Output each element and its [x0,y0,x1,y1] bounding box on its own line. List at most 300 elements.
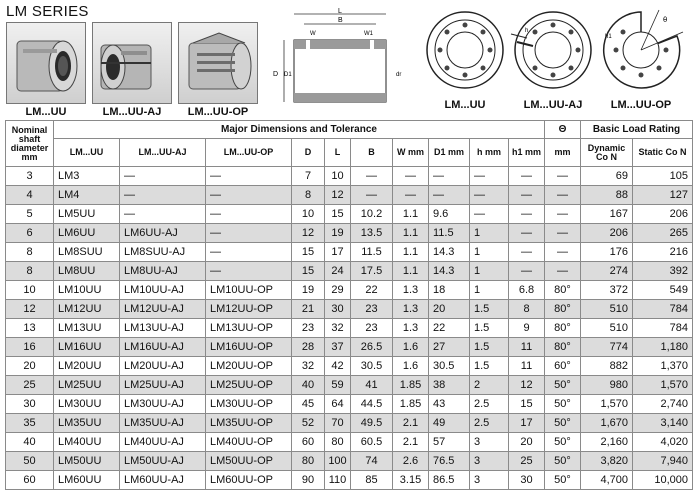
cell-b: 13.5 [351,224,393,243]
cell-dyn: 69 [581,167,633,186]
cell-aj: — [120,186,206,205]
cell-w: 3.15 [393,471,429,490]
cell-sta: 7,940 [633,452,693,471]
cell-aj: LM8SUU-AJ [120,243,206,262]
cell-aj: — [120,205,206,224]
cell-dyn: 4,700 [581,471,633,490]
cell-h: 1 [470,243,509,262]
cell-d1: — [429,186,470,205]
cell-b: 30.5 [351,357,393,376]
cell-d: 20 [6,357,54,376]
cell-h1: 12 [509,376,545,395]
cell-l: 29 [325,281,351,300]
cell-d: 4 [6,186,54,205]
end-view-uu-op [599,8,683,92]
cell-d: 10 [6,281,54,300]
table-row [6,262,693,281]
cell-sta: 1,570 [633,376,693,395]
cell-uu: LM10UU [54,281,120,300]
cell-b: 41 [351,376,393,395]
cell-l: 70 [325,414,351,433]
cell-w: — [393,167,429,186]
cell-d: 32 [292,357,325,376]
cell-aj: LM25UU-AJ [120,376,206,395]
cell-h: 1.5 [470,319,509,338]
cell-b: 44.5 [351,395,393,414]
cell-h1: 25 [509,452,545,471]
cell-h: 3 [470,471,509,490]
cell-uu: LM12UU [54,300,120,319]
cell-sta: 4,020 [633,433,693,452]
cell-uu: LM40UU [54,433,120,452]
cell-b: — [351,186,393,205]
cell-h: 3 [470,433,509,452]
cell-uu: LM16UU [54,338,120,357]
cell-l: 19 [325,224,351,243]
cell-op: LM25UU-OP [206,376,292,395]
cell-aj: LM30UU-AJ [120,395,206,414]
cell-d: 10 [292,205,325,224]
cell-theta: — [545,224,581,243]
table-body [6,167,693,490]
cell-h1: 8 [509,300,545,319]
cell-aj: LM35UU-AJ [120,414,206,433]
table-row [6,452,693,471]
table-row [6,243,693,262]
dim-d1-label: D1 [284,72,292,78]
cell-sta: 127 [633,186,693,205]
cell-h: — [470,205,509,224]
cell-theta: 50° [545,433,581,452]
cell-b: 11.5 [351,243,393,262]
series-title: LM SERIES [6,3,89,20]
cell-w: 1.1 [393,243,429,262]
cell-sta: 216 [633,243,693,262]
photo-label-uu-aj: LM...UU-AJ [102,106,162,118]
cell-dyn: 510 [581,319,633,338]
cell-theta: — [545,243,581,262]
header-load: Basic Load Rating [581,121,693,139]
cell-op: LM20UU-OP [206,357,292,376]
table-row [6,395,693,414]
cell-w: 2.6 [393,452,429,471]
cell-aj: LM13UU-AJ [120,319,206,338]
cell-h1: 20 [509,433,545,452]
cell-w: 1.3 [393,281,429,300]
cell-theta: 80° [545,281,581,300]
cell-aj: LM10UU-AJ [120,281,206,300]
table-row [6,471,693,490]
bearing-uu-op-image [179,23,259,105]
cell-d: 40 [6,433,54,452]
cell-d: 45 [292,395,325,414]
header-aj: LM...UU-AJ [120,139,206,167]
photo-lm-uu-op [178,22,258,104]
cell-aj: LM60UU-AJ [120,471,206,490]
cell-d: 50 [6,452,54,471]
table-row [6,338,693,357]
cell-op: LM40UU-OP [206,433,292,452]
cell-uu: LM8SUU [54,243,120,262]
cell-w: 1.3 [393,319,429,338]
cell-sta: 784 [633,300,693,319]
cell-op: LM35UU-OP [206,414,292,433]
cell-d: 40 [292,376,325,395]
cell-d1: 49 [429,414,470,433]
cell-b: 49.5 [351,414,393,433]
header-d: D [292,139,325,167]
cell-uu: LM60UU [54,471,120,490]
photo-label-uu: LM...UU [25,106,67,118]
header-mm: mm [545,139,581,167]
side-section-drawing [270,6,410,114]
header-op: LM...UU-OP [206,139,292,167]
header-theta: Θ [545,121,581,139]
header-h1: h1 mm [509,139,545,167]
cell-uu: LM30UU [54,395,120,414]
dim-dr-label: dr [396,72,402,78]
cell-d1: 43 [429,395,470,414]
cell-d: 15 [292,262,325,281]
header-d1: D1 mm [429,139,470,167]
cell-h: — [470,167,509,186]
header-b: B [351,139,393,167]
cell-d: 35 [6,414,54,433]
cell-w: 2.1 [393,414,429,433]
cell-d1: 14.3 [429,243,470,262]
cell-w: — [393,186,429,205]
cell-b: — [351,167,393,186]
cell-d: 52 [292,414,325,433]
cell-theta: 80° [545,338,581,357]
photo-label-uu-op: LM...UU-OP [187,106,249,118]
header-static: Static Co N [633,139,693,167]
cell-theta: — [545,262,581,281]
table-row [6,224,693,243]
cell-dyn: 1,670 [581,414,633,433]
cell-d1: 86.5 [429,471,470,490]
cell-l: 42 [325,357,351,376]
cell-op: — [206,224,292,243]
cell-d1: 27 [429,338,470,357]
aj-h-label: h [525,28,529,34]
cell-aj: LM6UU-AJ [120,224,206,243]
cell-d: 16 [6,338,54,357]
cell-d: 8 [292,186,325,205]
cell-uu: LM25UU [54,376,120,395]
cell-h1: — [509,167,545,186]
bearing-uu-aj-image [93,23,173,105]
cell-w: 1.85 [393,395,429,414]
dim-d-label: D [273,71,279,78]
cell-d1: 57 [429,433,470,452]
cell-d: 5 [6,205,54,224]
cell-b: 26.5 [351,338,393,357]
cell-dyn: 3,820 [581,452,633,471]
cell-b: 23 [351,300,393,319]
cell-h: 1.5 [470,357,509,376]
cell-d: 80 [292,452,325,471]
cell-b: 17.5 [351,262,393,281]
cell-d1: 20 [429,300,470,319]
cell-w: 2.1 [393,433,429,452]
cell-dyn: 1,570 [581,395,633,414]
cell-uu: LM20UU [54,357,120,376]
cell-b: 22 [351,281,393,300]
cell-d: 30 [6,395,54,414]
cell-h: — [470,186,509,205]
cell-d: 25 [6,376,54,395]
cell-op: LM12UU-OP [206,300,292,319]
cell-l: 12 [325,186,351,205]
cell-w: 1.6 [393,338,429,357]
cell-d: 8 [6,243,54,262]
cell-d: 23 [292,319,325,338]
cell-op: LM13UU-OP [206,319,292,338]
dim-l-label: L [338,8,342,15]
cell-d: 15 [292,243,325,262]
cell-theta: 60° [545,357,581,376]
cell-h1: 6.8 [509,281,545,300]
cell-d: 13 [6,319,54,338]
cell-l: 30 [325,300,351,319]
cell-b: 23 [351,319,393,338]
photo-lm-uu-aj [92,22,172,104]
cell-dyn: 510 [581,300,633,319]
cell-h1: 30 [509,471,545,490]
cell-d: 3 [6,167,54,186]
cell-op: — [206,243,292,262]
cell-sta: 3,140 [633,414,693,433]
cell-l: 17 [325,243,351,262]
cell-dyn: 980 [581,376,633,395]
end-view-uu [423,8,507,92]
cell-l: 32 [325,319,351,338]
cell-dyn: 176 [581,243,633,262]
cell-h: 1.5 [470,338,509,357]
cell-d1: 76.5 [429,452,470,471]
cell-theta: 50° [545,376,581,395]
cell-w: 1.85 [393,376,429,395]
cell-h1: — [509,243,545,262]
cell-aj: LM40UU-AJ [120,433,206,452]
cell-b: 60.5 [351,433,393,452]
cell-sta: 549 [633,281,693,300]
table-row [6,357,693,376]
cell-h: 2 [470,376,509,395]
cell-h: 2.5 [470,414,509,433]
cell-w: 1.1 [393,205,429,224]
cell-d1: 18 [429,281,470,300]
cell-b: 74 [351,452,393,471]
header-l: L [325,139,351,167]
cell-h: 1.5 [470,300,509,319]
table-row [6,281,693,300]
cell-l: 37 [325,338,351,357]
cell-l: 24 [325,262,351,281]
cell-aj: LM8UU-AJ [120,262,206,281]
header-uu: LM...UU [54,139,120,167]
cell-d: 60 [292,433,325,452]
cell-uu: LM3 [54,167,120,186]
table-row [6,319,693,338]
cell-op: LM30UU-OP [206,395,292,414]
cell-dyn: 274 [581,262,633,281]
photo-lm-uu [6,22,86,104]
table-row [6,167,693,186]
table-row [6,300,693,319]
cell-aj: — [120,167,206,186]
header-w: W mm [393,139,429,167]
cell-l: 59 [325,376,351,395]
cell-h1: 9 [509,319,545,338]
cell-theta: — [545,205,581,224]
cell-w: 1.1 [393,262,429,281]
cell-h: 3 [470,452,509,471]
end-view-label-uu: LM...UU [444,99,486,111]
dim-w-label: W [310,31,316,37]
cell-d1: 38 [429,376,470,395]
cell-aj: LM16UU-AJ [120,338,206,357]
cell-uu: LM13UU [54,319,120,338]
cell-op: LM50UU-OP [206,452,292,471]
header-h: h mm [470,139,509,167]
cell-dyn: 372 [581,281,633,300]
cell-dyn: 88 [581,186,633,205]
cell-h: 2.5 [470,395,509,414]
cell-d: 7 [292,167,325,186]
cell-d1: 22 [429,319,470,338]
cell-op: LM10UU-OP [206,281,292,300]
cell-theta: 80° [545,319,581,338]
cell-dyn: 774 [581,338,633,357]
cell-h1: 15 [509,395,545,414]
cell-op: — [206,186,292,205]
end-view-label-uu-aj: LM...UU-AJ [523,99,583,111]
cell-b: 85 [351,471,393,490]
cell-d: 12 [292,224,325,243]
cell-d1: 30.5 [429,357,470,376]
op-theta-label: θ [663,16,668,24]
dim-b-label: B [338,17,343,24]
cell-d: 8 [6,262,54,281]
cell-d1: 11.5 [429,224,470,243]
cell-sta: 784 [633,319,693,338]
cell-dyn: 2,160 [581,433,633,452]
cell-h1: — [509,262,545,281]
cell-op: — [206,262,292,281]
cell-theta: 50° [545,471,581,490]
cell-d1: 9.6 [429,205,470,224]
cell-theta: — [545,186,581,205]
cell-d: 90 [292,471,325,490]
cell-d: 28 [292,338,325,357]
cell-d: 21 [292,300,325,319]
header-nominal: Nominal shaft diameter mm [6,121,54,167]
cell-b: 10.2 [351,205,393,224]
cell-aj: LM20UU-AJ [120,357,206,376]
cell-l: 15 [325,205,351,224]
cell-theta: 50° [545,395,581,414]
cell-uu: LM4 [54,186,120,205]
cell-h1: 11 [509,338,545,357]
cell-theta: 80° [545,300,581,319]
cell-theta: 50° [545,452,581,471]
cell-d: 6 [6,224,54,243]
cell-sta: 206 [633,205,693,224]
cell-dyn: 882 [581,357,633,376]
cell-sta: 2,740 [633,395,693,414]
cell-h: 1 [470,281,509,300]
cell-l: 10 [325,167,351,186]
cell-sta: 392 [633,262,693,281]
cell-w: 1.3 [393,300,429,319]
cell-l: 64 [325,395,351,414]
specification-table [5,120,693,490]
cell-uu: LM5UU [54,205,120,224]
cell-sta: 265 [633,224,693,243]
cell-h1: — [509,186,545,205]
cell-w: 1.1 [393,224,429,243]
cell-uu: LM8UU [54,262,120,281]
cell-d: 19 [292,281,325,300]
cell-aj: LM50UU-AJ [120,452,206,471]
end-view-label-uu-op: LM...UU-OP [610,99,672,111]
cell-sta: 1,370 [633,357,693,376]
dim-w1-label: W1 [364,31,373,37]
table-row [6,414,693,433]
cell-h1: — [509,224,545,243]
cell-sta: 105 [633,167,693,186]
cell-h: 1 [470,262,509,281]
cell-sta: 10,000 [633,471,693,490]
cell-d1: — [429,167,470,186]
cell-h1: 17 [509,414,545,433]
table-row [6,186,693,205]
cell-h: 1 [470,224,509,243]
cell-w: 1.6 [393,357,429,376]
cell-op: — [206,167,292,186]
cell-theta: 50° [545,414,581,433]
cell-l: 100 [325,452,351,471]
cell-d: 12 [6,300,54,319]
cell-dyn: 167 [581,205,633,224]
cell-op: LM60UU-OP [206,471,292,490]
cell-l: 110 [325,471,351,490]
bearing-uu-image [7,23,87,105]
cell-uu: LM50UU [54,452,120,471]
cell-aj: LM12UU-AJ [120,300,206,319]
cell-h1: 11 [509,357,545,376]
cell-uu: LM6UU [54,224,120,243]
op-h1-label: h1 [605,34,612,40]
cell-d1: 14.3 [429,262,470,281]
cell-op: — [206,205,292,224]
cell-h1: — [509,205,545,224]
cell-d: 60 [6,471,54,490]
cell-sta: 1,180 [633,338,693,357]
cell-theta: — [545,167,581,186]
cell-uu: LM35UU [54,414,120,433]
table-row [6,376,693,395]
end-view-uu-aj [511,8,595,92]
cell-op: LM16UU-OP [206,338,292,357]
cell-dyn: 206 [581,224,633,243]
header-dynamic: Dynamic Co N [581,139,633,167]
table-row [6,205,693,224]
cell-l: 80 [325,433,351,452]
table-row [6,433,693,452]
